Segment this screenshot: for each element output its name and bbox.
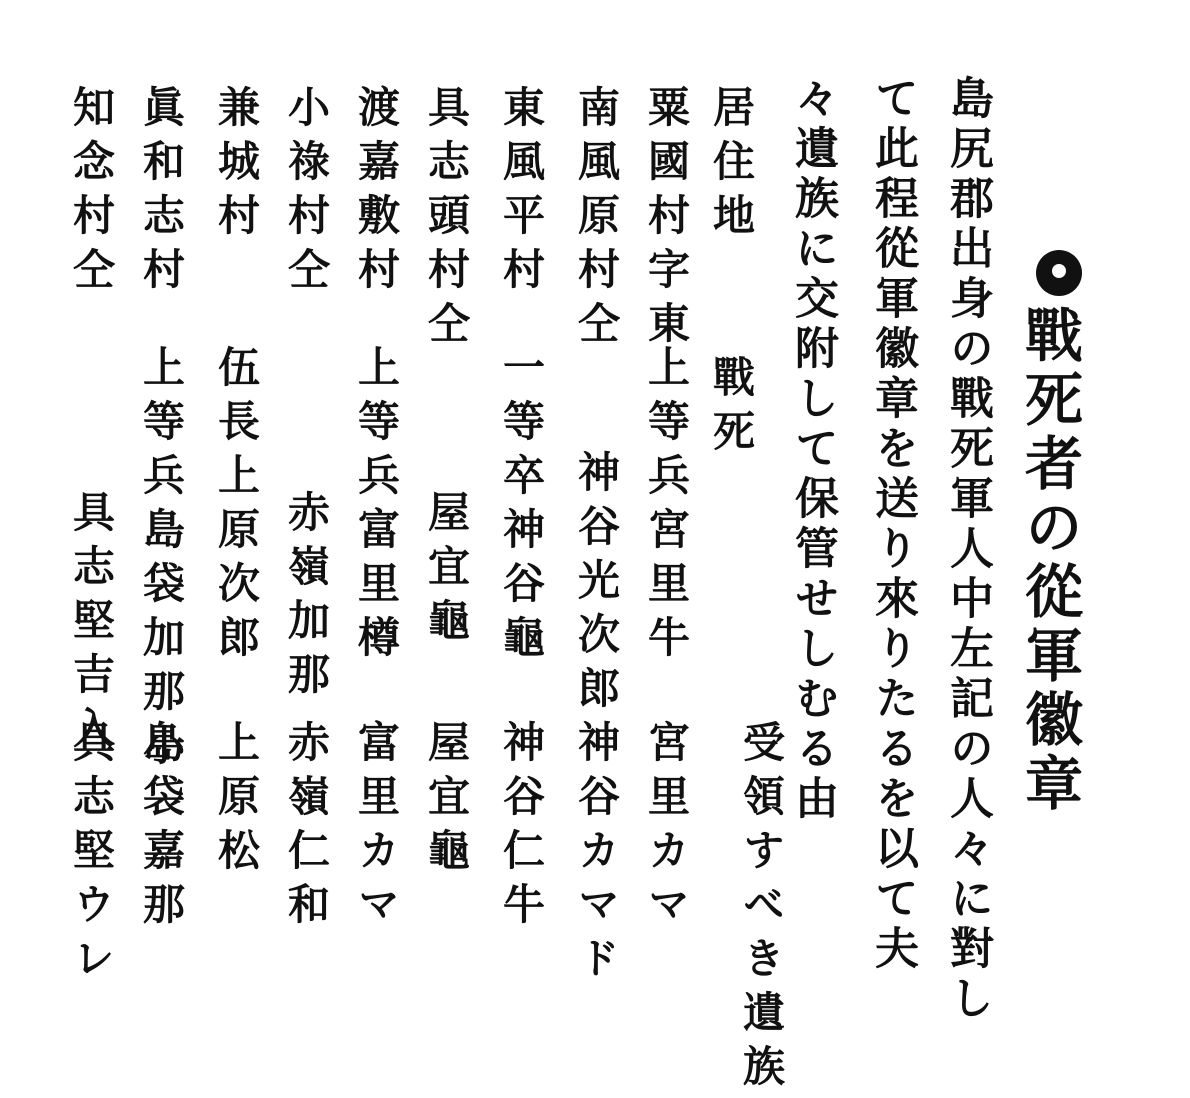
intro-line-1: 島尻郡出身の戰死軍人中左記の人々に對し	[942, 75, 993, 1025]
headline-bullet-icon	[1036, 250, 1082, 296]
intro-line-2: て此程從軍徽章を送り來りたるを以て夫	[867, 75, 918, 975]
row-residence: 粟國村字東	[642, 85, 691, 355]
row-recipient: 富里カマ	[352, 720, 401, 936]
row-recipient: 具志堅ウレ	[67, 720, 116, 990]
row-residence: 小祿村仝	[282, 85, 331, 301]
row-recipient: 神谷仁牛	[497, 720, 546, 936]
row-deceased: 神谷光次郎	[572, 450, 621, 720]
row-deceased: 屋宜龜	[422, 490, 471, 652]
row-deceased: 一等卒神谷龜	[497, 345, 546, 669]
row-residence: 東風平村	[497, 85, 546, 301]
row-recipient: 島袋嘉那	[137, 720, 186, 936]
header-recipient: 受領すべき遺族	[737, 720, 786, 1098]
row-recipient: 赤嶺仁和	[282, 720, 331, 936]
row-recipient: 宮里カマ	[642, 720, 691, 936]
row-residence: 知念村仝	[67, 85, 116, 301]
row-residence: 具志頭村仝	[422, 85, 471, 355]
row-recipient: 神谷カマド	[572, 720, 621, 990]
row-deceased: 上等兵宮里牛	[642, 345, 691, 669]
row-deceased: 伍長上原次郎	[212, 345, 261, 669]
intro-line-3: 々遺族に交附して保管せしむる由	[787, 75, 838, 825]
header-residence: 居住地	[707, 85, 756, 247]
row-deceased: 上等兵島袋加那小	[137, 345, 186, 777]
row-residence: 渡嘉敷村	[352, 85, 401, 301]
row-deceased: 上等兵富里樽	[352, 345, 401, 669]
row-deceased: 赤嶺加那	[282, 490, 331, 706]
row-residence: 兼城村	[212, 85, 261, 247]
header-deceased: 戰死	[707, 355, 756, 463]
headline: 戰死者の從軍徽章	[1015, 305, 1083, 817]
row-residence: 眞和志村	[137, 85, 186, 301]
row-recipient: 上原松	[212, 720, 261, 882]
row-residence: 南風原村仝	[572, 85, 621, 355]
row-recipient: 屋宜龜	[422, 720, 471, 882]
row-deceased: 具志堅吉入	[67, 490, 116, 760]
